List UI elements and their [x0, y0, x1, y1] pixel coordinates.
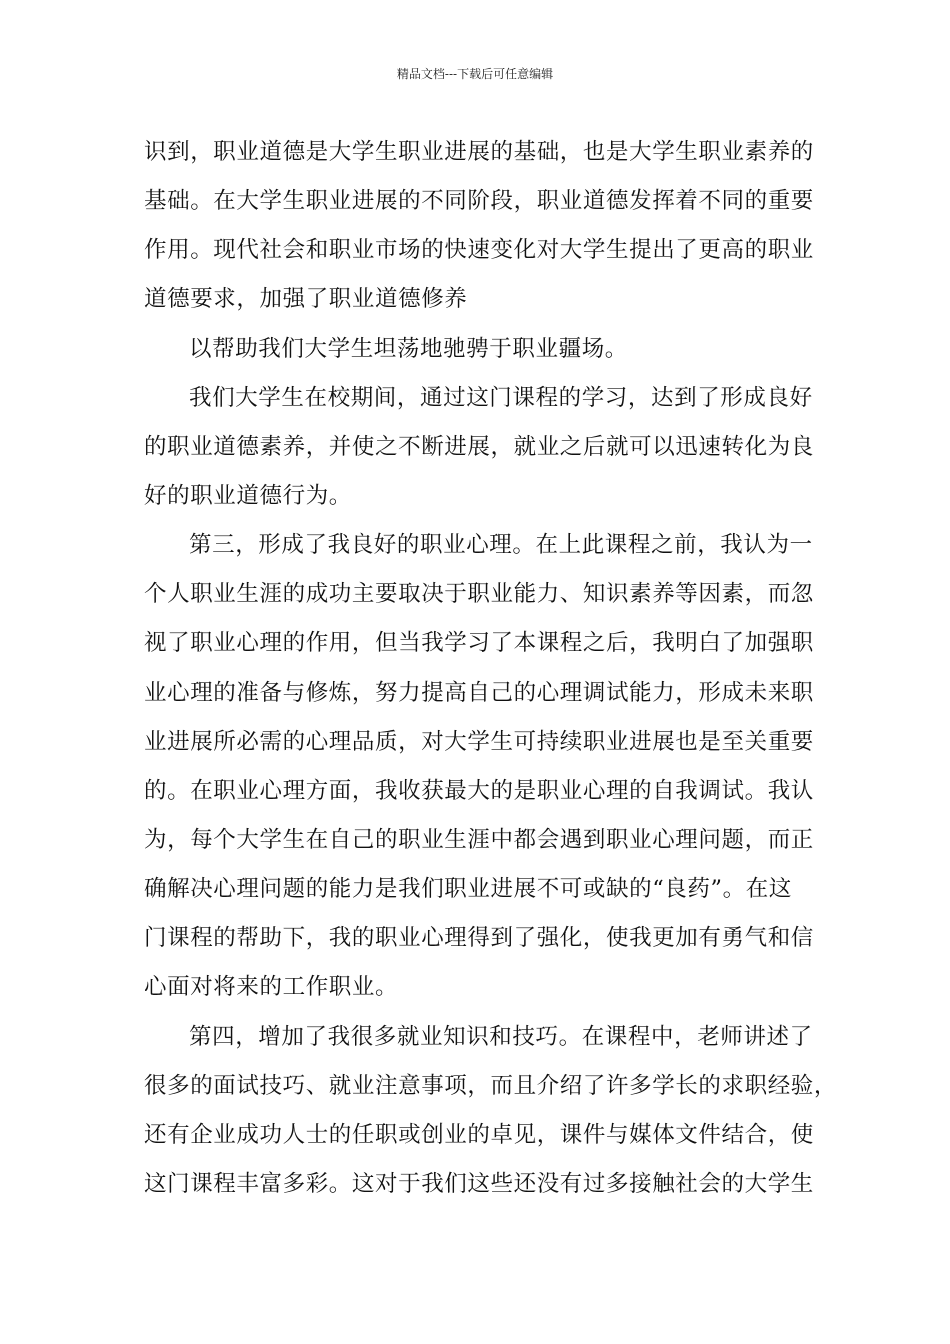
- text-line: 的。在职业心理方面，我收获最大的是职业心理的自我调试。我认: [144, 777, 814, 804]
- text-line: 业进展所必需的心理品质，对大学生可持续职业进展也是至关重要: [144, 728, 814, 755]
- text-line: 心面对将来的工作职业。: [144, 974, 399, 1001]
- text-line: 很多的面试技巧、就业注意事项，而且介绍了许多学长的求职经验，: [144, 1072, 838, 1099]
- text-line: 这门课程丰富多彩。这对于我们这些还没有过多接触社会的大学生: [144, 1170, 814, 1197]
- text-line: 道德要求，加强了职业道德修养: [144, 286, 468, 313]
- text-line: 好的职业道德行为。: [144, 482, 352, 509]
- paragraph-first-line: 第三，形成了我良好的职业心理。在上此课程之前，我认为一: [189, 532, 813, 559]
- text-line: 的职业道德素养，并使之不断进展，就业之后就可以迅速转化为良: [144, 433, 814, 460]
- text-line: 为，每个大学生在自己的职业生涯中都会遇到职业心理问题，而正: [144, 826, 814, 853]
- text-line: 业心理的准备与修炼，努力提高自己的心理调试能力，形成未来职: [144, 679, 814, 706]
- text-line: 识到，职业道德是大学生职业进展的基础，也是大学生职业素养的: [144, 139, 814, 165]
- text-line: 作用。现代社会和职业市场的快速变化对大学生提出了更高的职业: [144, 237, 814, 264]
- text-line: 视了职业心理的作用，但当我学习了本课程之后，我明白了加强职: [144, 630, 814, 657]
- text-line: 还有企业成功人士的任职或创业的卓见，课件与媒体文件结合，使: [144, 1121, 814, 1148]
- text-line: 确解决心理问题的能力是我们职业进展不可或缺的“良药”。在这: [144, 876, 792, 903]
- page-header: 精品文档---下载后可任意编辑: [396, 67, 554, 81]
- text-line: 门课程的帮助下，我的职业心理得到了强化，使我更加有勇气和信: [144, 925, 814, 952]
- text-line: 基础。在大学生职业进展的不同阶段，职业道德发挥着不同的重要: [144, 188, 814, 215]
- document-body: [144, 128, 838, 1209]
- text-line: 个人职业生涯的成功主要取决于职业能力、知识素养等因素，而忽: [144, 581, 814, 608]
- paragraph-first-line: 我们大学生在校期间，通过这门课程的学习，达到了形成良好: [189, 384, 813, 411]
- paragraph-first-line: 以帮助我们大学生坦荡地驰骋于职业疆场。: [189, 335, 628, 362]
- paragraph-first-line: 第四，增加了我很多就业知识和技巧。在课程中，老师讲述了: [189, 1023, 813, 1050]
